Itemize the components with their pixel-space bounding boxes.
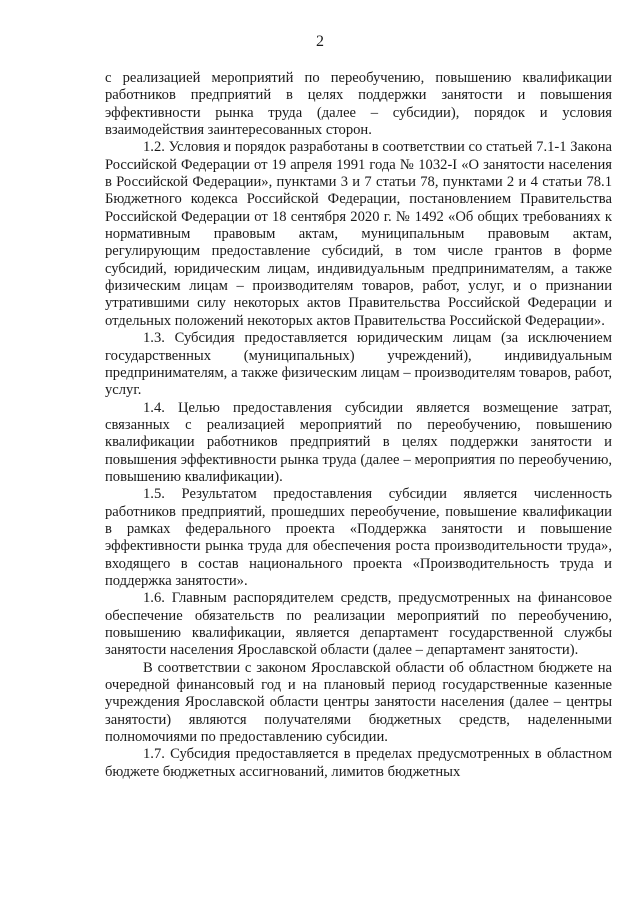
- paragraph-intro-continuation: с реализацией мероприятий по переобучению, повышению квалификации работников предприятий в целях поддержки занятости и повышения эффективности рынка труда (далее – субсидии), порядок и условия взаимодействия заинтересованных сторон.: [105, 70, 612, 139]
- page-number: 2: [316, 33, 324, 50]
- paragraph-1-5: 1.5. Результатом предоставления субсидии является численность работников предприятий, прошедших переобучение, повышение квалификации в рамках федерального проекта «Поддержка занятости и повышение эффективности рынка труда для обеспечения роста производительности труда», входящего в состав национального проекта «Производительность труда и поддержка занятости».: [105, 486, 612, 589]
- paragraph-1-7: 1.7. Субсидия предоставляется в пределах предусмотренных в областном бюджете бюджетных ассигнований, лимитов бюджетных: [105, 746, 612, 780]
- paragraph-1-6-continuation: В соответствии с законом Ярославской области об областном бюджете на очередной финансовый год и на плановый период государственные казенные учреждения Ярославской области центры занятости населения (далее – центры занятости) являются получателями бюджетных средств, наделенными полномочиями по предоставлению субсидии.: [105, 659, 612, 746]
- paragraph-1-4: 1.4. Целью предоставления субсидии является возмещение затрат, связанных с реализацией мероприятий по переобучению, повышению квалификации работников предприятий в целях поддержки занятости и повышения эффективности рынка труда (далее – мероприятия по переобучению, повышению квалификации).: [105, 399, 612, 485]
- paragraph-1-2: 1.2. Условия и порядок разработаны в соответствии со статьей 7.1-1 Закона Российской Федерации от 19 апреля 1991 года № 1032-I «О занятости населения в Российской Федерации», пунктами 3 и 7 статьи 78, пунктами 2 и 4 статьи 78.1 Бюджетного кодекса Российской Федерации, постановлением Правительства Российской Федерации от 18 сентября 2020 г. № 1492 «Об общих требованиях к нормативным правовым актам, муниципальным правовым актам, регулирующим предоставление субсидий, в том числе грантов в форме субсидий, юридическим лицам, индивидуальным предпринимателям, а также физическим лицам – производителям товаров, работ, услуг, и о признании утратившими силу некоторых актов Правительства Российской Федерации и отдельных положений некоторых актов Правительства Российской Федерации».: [105, 139, 612, 329]
- paragraph-1-6: 1.6. Главным распорядителем средств, предусмотренных на финансовое обеспечение обязательств по реализации мероприятий по переобучению, повышению квалификации, является департамент государственной службы занятости населения Ярославской области (далее – департамент занятости).: [105, 590, 612, 659]
- document-body: [105, 70, 612, 781]
- paragraph-1-3: 1.3. Субсидия предоставляется юридическим лицам (за исключением государственных (муниципальных) учреждений), индивидуальным предпринимателям, а также физическим лицам – производителям товаров, работ, услуг.: [105, 330, 612, 399]
